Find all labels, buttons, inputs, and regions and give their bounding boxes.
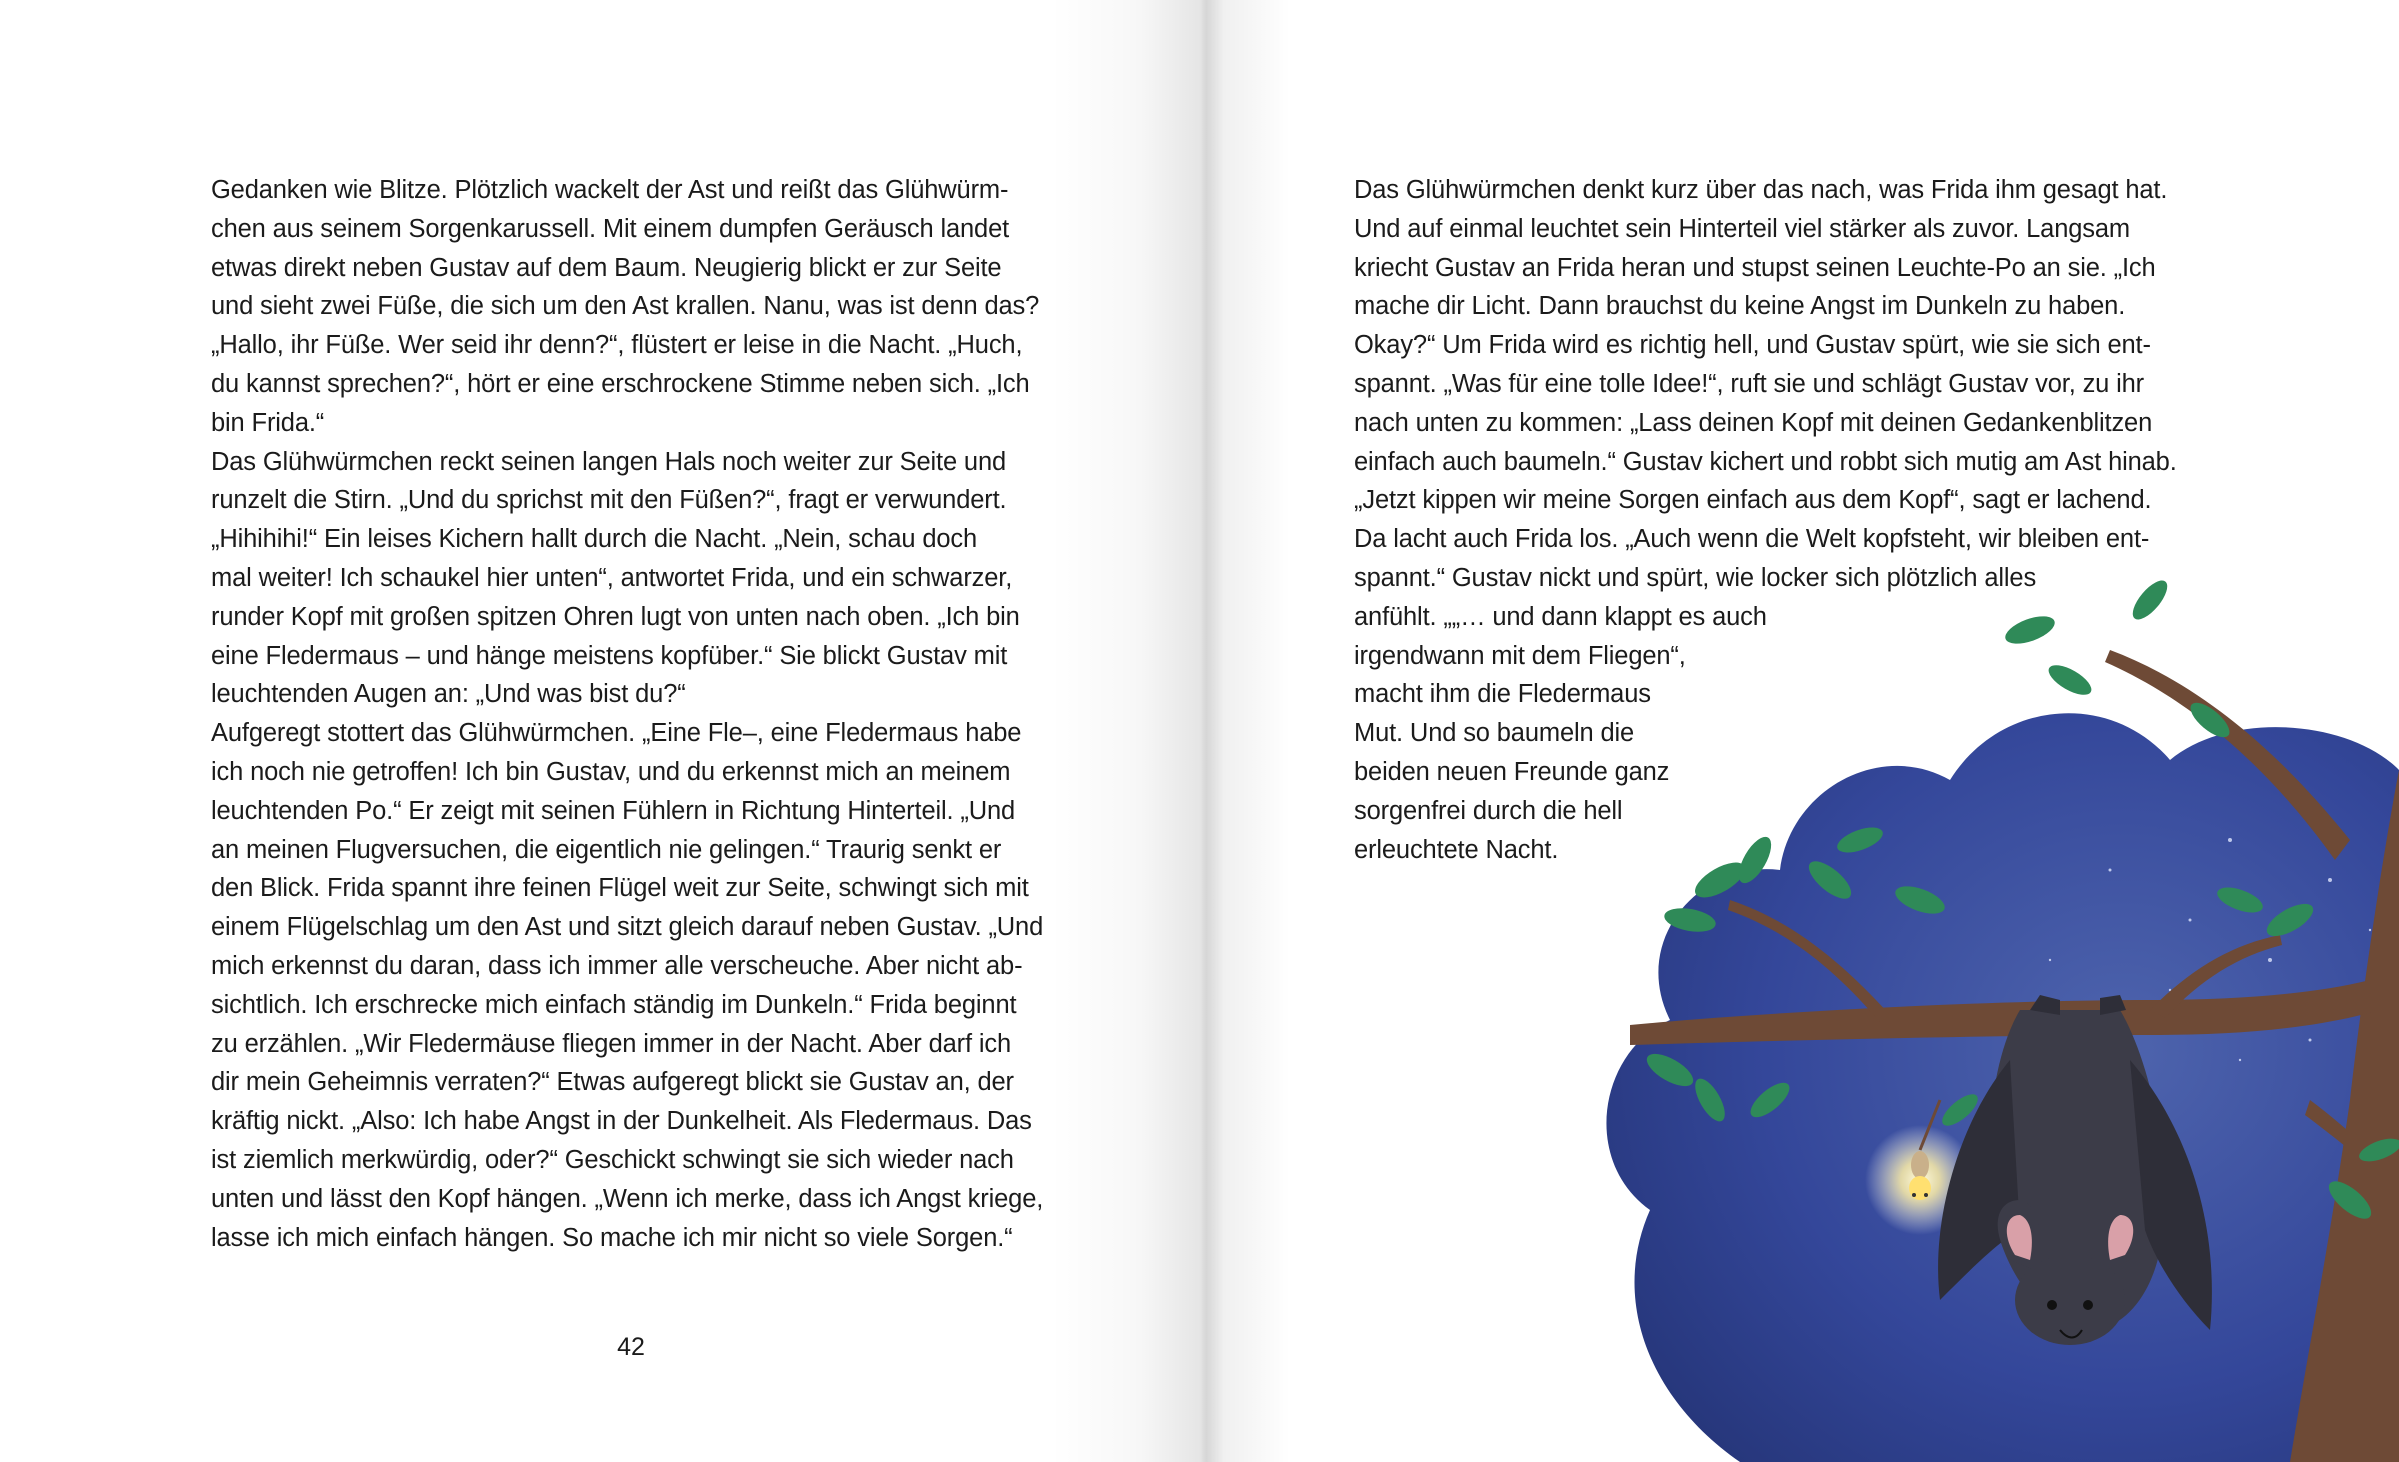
- left-text-line: bin Frida.“: [211, 408, 325, 437]
- left-text-line: du kannst sprechen?“, hört er eine erschrockene Stimme neben sich. „Ich: [211, 369, 1030, 398]
- left-text-line: ist ziemlich merkwürdig, oder?“ Geschickt schwingt sie sich wieder nach: [211, 1145, 1014, 1174]
- right-text-line: sorgenfrei durch die hell: [1354, 796, 1623, 825]
- right-text-line: Okay?“ Um Frida wird es richtig hell, und Gustav spürt, wie sie sich ent-: [1354, 331, 2151, 360]
- page-number: 42: [617, 1333, 645, 1361]
- right-text-line: kriecht Gustav an Frida heran und stupst seinen Leuchte-Po an sie. „Ich: [1354, 253, 2156, 282]
- left-text-line: „Hallo, ihr Füße. Wer seid ihr denn?“, flüstert er leise in die Nacht. „Huch,: [211, 331, 1023, 360]
- left-text-line: den Blick. Frida spannt ihre feinen Flügel weit zur Seite, schwingt sich mit: [211, 874, 1029, 903]
- right-text-line: „Jetzt kippen wir meine Sorgen einfach aus dem Kopf“, sagt er lachend.: [1354, 486, 2152, 515]
- right-text-line: irgendwann mit dem Fliegen“,: [1354, 641, 1686, 670]
- right-text-line: Da lacht auch Frida los. „Auch wenn die Welt kopfsteht, wir bleiben ent-: [1354, 525, 2150, 554]
- left-text-line: und sieht zwei Füße, die sich um den Ast krallen. Nanu, was ist denn das?: [211, 292, 1040, 321]
- right-text-line: beiden neuen Freunde ganz: [1354, 757, 1670, 786]
- left-text-line: eine Fledermaus – und hänge meistens kopfüber.“ Sie blickt Gustav mit: [211, 641, 1008, 670]
- left-page: [0, 0, 1195, 1462]
- left-text-line: Aufgeregt stottert das Glühwürmchen. „Eine Fle–, eine Fledermaus habe: [211, 719, 1022, 748]
- left-text-line: mich erkennst du daran, dass ich immer alle verscheuche. Aber nicht ab-: [211, 951, 1023, 980]
- right-text-line: nach unten zu kommen: „Lass deinen Kopf mit deinen Gedankenblitzen: [1354, 408, 2153, 437]
- right-page-text: [1354, 171, 2204, 869]
- right-text-line: einfach auch baumeln.“ Gustav kichert und robbt sich mutig am Ast hinab.: [1354, 447, 2177, 476]
- left-text-line: einem Flügelschlag um den Ast und sitzt gleich darauf neben Gustav. „Und: [211, 913, 1044, 942]
- left-text-line: Das Glühwürmchen reckt seinen langen Hals noch weiter zur Seite und: [211, 447, 1007, 476]
- left-text-line: unten und lässt den Kopf hängen. „Wenn ich merke, dass ich Angst kriege,: [211, 1184, 1044, 1213]
- left-text-line: „Hihihihi!“ Ein leises Kichern hallt durch die Nacht. „Nein, schau doch: [211, 525, 978, 554]
- right-text-line: anfühlt. „„… und dann klappt es auch: [1354, 602, 1767, 631]
- left-text-line: ich noch nie getroffen! Ich bin Gustav, und du erkennst mich an meinem: [211, 757, 1011, 786]
- right-text-line: mache dir Licht. Dann brauchst du keine Angst im Dunkeln zu haben.: [1354, 292, 2126, 321]
- left-text-line: zu erzählen. „Wir Fledermäuse fliegen immer in der Nacht. Aber darf ich: [211, 1029, 1012, 1058]
- left-text-line: runder Kopf mit großen spitzen Ohren lugt von unten nach oben. „Ich bin: [211, 602, 1020, 631]
- left-text-line: lasse ich mich einfach hängen. So mache ich mir nicht so viele Sorgen.“: [211, 1223, 1013, 1252]
- left-text-line: sichtlich. Ich erschrecke mich einfach ständig im Dunkeln.“ Frida beginnt: [211, 990, 1017, 1019]
- left-text-line: Gedanken wie Blitze. Plötzlich wackelt der Ast und reißt das Glühwürm-: [211, 176, 1009, 204]
- left-text-line: etwas direkt neben Gustav auf dem Baum. Neugierig blickt er zur Seite: [211, 253, 1002, 282]
- left-text-line: an meinen Flugversuchen, die eigentlich nie gelingen.“ Traurig senkt er: [211, 835, 1002, 864]
- left-page-text: [211, 171, 1061, 1257]
- left-text-line: kräftig nickt. „Also: Ich habe Angst in der Dunkelheit. Als Fledermaus. Das: [211, 1107, 1032, 1136]
- right-text-line: Mut. Und so baumeln die: [1354, 719, 1635, 748]
- right-text-line: macht ihm die Fledermaus: [1354, 680, 1651, 709]
- left-text-line: leuchtenden Augen an: „Und was bist du?“: [211, 680, 686, 709]
- right-text-line: erleuchtete Nacht.: [1354, 835, 1559, 864]
- left-text-line: dir mein Geheimnis verraten?“ Etwas aufgeregt blickt sie Gustav an, der: [211, 1068, 1014, 1097]
- left-text-line: chen aus seinem Sorgenkarussell. Mit einem dumpfen Geräusch landet: [211, 214, 1010, 243]
- right-text-line: spannt.“ Gustav nickt und spürt, wie locker sich plötzlich alles: [1354, 563, 2037, 592]
- right-text-line: Das Glühwürmchen denkt kurz über das nach, was Frida ihm gesagt hat.: [1354, 176, 2168, 204]
- left-text-line: runzelt die Stirn. „Und du sprichst mit den Füßen?“, fragt er verwundert.: [211, 486, 1007, 515]
- right-text-line: spannt. „Was für eine tolle Idee!“, ruft sie und schlägt Gustav vor, zu ihr: [1354, 369, 2145, 398]
- left-text-line: mal weiter! Ich schaukel hier unten“, antwortet Frida, und ein schwarzer,: [211, 563, 1013, 592]
- left-text-line: leuchtenden Po.“ Er zeigt mit seinen Fühlern in Richtung Hinterteil. „Und: [211, 796, 1016, 825]
- right-text-line: Und auf einmal leuchtet sein Hinterteil viel stärker als zuvor. Langsam: [1354, 214, 2130, 243]
